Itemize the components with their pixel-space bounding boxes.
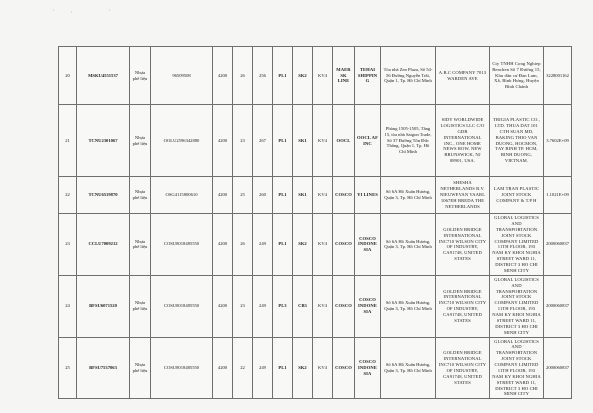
seal-number-cell: COSU8018485550 xyxy=(151,275,213,337)
size-cell: 4200 xyxy=(213,337,233,399)
pl-cell: PL1 xyxy=(273,47,293,105)
carrier-cell: COSCO xyxy=(333,337,355,399)
agent-address-cell: Phòng 1505-1505, Tầng 15, tòa nhà Saigon Trade, Số 37 Đường Tôn Đức Thắng, Quận 1, Tp. Hồ Chí Minh xyxy=(381,105,436,177)
sk-cell: SK2 xyxy=(293,214,313,276)
size-cell: 4200 xyxy=(213,105,233,177)
cargo-type-cell: Nhựa phế liệu xyxy=(130,214,151,276)
table-row xyxy=(59,105,572,177)
agent-cell: COSCO INDONESIA xyxy=(355,214,381,276)
weight-cell: 256 xyxy=(253,47,273,105)
kv-cell: KV4 xyxy=(313,337,333,399)
container-number-cell: CCLU7009212 xyxy=(77,214,130,276)
agent-cell: OOCL AF INC xyxy=(355,105,381,177)
seal-number-cell: OOLU2596342880 xyxy=(151,105,213,177)
packages-cell: 22 xyxy=(233,337,253,399)
cargo-type-cell: Nhựa phế liệu xyxy=(130,337,151,399)
row-number-cell: 25 xyxy=(59,337,77,399)
container-number-cell: TCNU2301067 xyxy=(77,105,130,177)
weight-cell: 260 xyxy=(253,177,273,214)
agent-cell: YI LINES xyxy=(355,177,381,214)
cargo-type-cell: Nhựa phế liệu xyxy=(130,47,151,105)
consignee-cell: SIDY WORLDWIDE LOGISTICS LLC C/O GDB INTERNATIONAL INC., ONE HOME NEWS ROW, NEW BRUNSWICK, NJ 08901, USA. xyxy=(436,105,490,177)
pl-cell: PL1 xyxy=(273,105,293,177)
agent-address-cell: Số 6A Hồ Xuân Hương, Quận 3, Tp. Hồ Chí Minh xyxy=(381,275,436,337)
packages-cell: 25 xyxy=(233,177,253,214)
seal-number-cell: OSG4115800610 xyxy=(151,177,213,214)
size-cell: 4200 xyxy=(213,275,233,337)
packages-cell: 26 xyxy=(233,47,253,105)
size-cell: 4200 xyxy=(213,214,233,276)
shipper-cell: GLOBAL LOGISTICS AND TRANSPORTATION JOINT STOCK COMPANY LIMITED 11TH FLOOR, 193 NAM KY KHOI NGHIA STREET WARD 11, DISTRICT 3 HO CHI MINH CITY xyxy=(490,275,544,337)
scan-mark: · xyxy=(108,6,111,15)
row-number-cell: 24 xyxy=(59,275,77,337)
cargo-type-cell: Nhựa phế liệu xyxy=(130,177,151,214)
shipper-cell: Cty TNHH Cong Nghiep Benchen Số 7 Đường 15, Khu dân cư Đan Lam, Xã, Bình Hưng, Huyện Bình Chánh xyxy=(490,47,544,105)
packages-cell: 26 xyxy=(233,214,253,276)
container-number-cell: BFSU6071520 xyxy=(77,275,130,337)
seal-number-cell: COSU8018485550 xyxy=(151,214,213,276)
row-number-cell: 23 xyxy=(59,214,77,276)
container-number-cell: TCNU6519870 xyxy=(77,177,130,214)
shipper-cell: TRIGIA PLASTIC CO., LTD. THUA DAT 101 CTH SUAN MD, BAKING THIO VAN DUONG, HOCMON, TAY BINH TP. HCM, BINH DUONG, VIETNAM. xyxy=(490,105,544,177)
kv-cell: KV4 xyxy=(313,214,333,276)
container-table xyxy=(58,46,572,399)
kv-cell: KV4 xyxy=(313,177,333,214)
row-number-cell: 21 xyxy=(59,105,77,177)
kv-cell: KV4 xyxy=(313,275,333,337)
agent-address-cell: Tòa nhà Zen Plaza, Số 54-56 Đường Nguyễn Trãi, Quận 1, Tp. Hồ Chí Minh xyxy=(381,47,436,105)
sk-cell: SK2 xyxy=(293,47,313,105)
sk-cell: SK1 xyxy=(293,177,313,214)
shipper-cell: LAM TRAN PLASTIC JOINT STOCK COMPANY & T.P H xyxy=(490,177,544,214)
table-row xyxy=(59,214,572,276)
table-row xyxy=(59,47,572,105)
consignee-cell: GOLDEN BRIDGE INTERNATIONAL INC710 WILSON CITY OF INDUSTRY, CA91748, UNITED STATES xyxy=(436,214,490,276)
hs-code-cell: 3228001162 xyxy=(544,47,572,105)
agent-address-cell: Số 6A Hồ Xuân Hương, Quận 3, Tp. Hồ Chí Minh xyxy=(381,177,436,214)
hs-code-cell: 3.7602E+09 xyxy=(544,105,572,177)
carrier-cell: MAERSK LINE xyxy=(333,47,355,105)
sk-cell: SK1 xyxy=(293,105,313,177)
packages-cell: 23 xyxy=(233,105,253,177)
cargo-type-cell: Nhựa phế liệu xyxy=(130,105,151,177)
table-row xyxy=(59,177,572,214)
agent-address-cell: Số 6A Hồ Xuân Hương, Quận 3, Tp. Hồ Chí Minh xyxy=(381,214,436,276)
table-row xyxy=(59,337,572,399)
row-number-cell: 20 xyxy=(59,47,77,105)
hs-code-cell: 2000060837 xyxy=(544,275,572,337)
agent-cell: COSCO INDONESIA xyxy=(355,337,381,399)
carrier-cell: COSCO xyxy=(333,214,355,276)
packages-cell: 23 xyxy=(233,275,253,337)
kv-cell: KV4 xyxy=(313,105,333,177)
shipper-cell: GLOBAL LOGISTICS AND TRANSPORTATION JOINT STOCK COMPANY LIMITED 11TH FLOOR, 193 NAM KY KHOI NGHIA STREET WARD 11, DISTRICT 3 HO CHI MINH CITY xyxy=(490,337,544,399)
container-number-cell: MSKU4551537 xyxy=(77,47,130,105)
scan-mark: · xyxy=(52,6,55,15)
consignee-cell: GOLDEN BRIDGE INTERNATIONAL INC710 WILSON CITY OF INDUSTRY, CA91748, UNITED STATES xyxy=(436,337,490,399)
weight-cell: 267 xyxy=(253,105,273,177)
container-number-cell: BFSU7537063 xyxy=(77,337,130,399)
carrier-cell: OOCL xyxy=(333,105,355,177)
pl-cell: PL3 xyxy=(273,275,293,337)
agent-cell: COSCO INDONESIA xyxy=(355,275,381,337)
agent-cell: TEHAI SHIPPING xyxy=(355,47,381,105)
row-number-cell: 22 xyxy=(59,177,77,214)
shipper-cell: GLOBAL LOGISTICS AND TRANSPORTATION JOINT STOCK COMPANY LIMITED 11TH FLOOR, 193 NAM KY KHOI NGHIA STREET WARD 11, DISTRICT 3 HO CHI MINH CITY xyxy=(490,214,544,276)
pl-cell: PL1 xyxy=(273,337,293,399)
size-cell: 4200 xyxy=(213,47,233,105)
seal-number-cell: 96509508 xyxy=(151,47,213,105)
sk-cell: SK2 xyxy=(293,337,313,399)
carrier-cell: COSCO xyxy=(333,275,355,337)
carrier-cell: COSCO xyxy=(333,177,355,214)
sk-cell: CB3 xyxy=(293,275,313,337)
pl-cell: PL1 xyxy=(273,177,293,214)
consignee-cell: A.B.C COMPANY 7013 WARDEN AVE xyxy=(436,47,490,105)
weight-cell: 249 xyxy=(253,214,273,276)
consignee-cell: SHESHA NETHERLANDS B.V. NIEUWEVAN VAARL 1067EH BREDA THE NETHERLANDS xyxy=(436,177,490,214)
table-row xyxy=(59,275,572,337)
weight-cell: 249 xyxy=(253,337,273,399)
hs-code-cell: 1.1021E+09 xyxy=(544,177,572,214)
pl-cell: PL1 xyxy=(273,214,293,276)
consignee-cell: GOLDEN BRIDGE INTERNATIONAL INC710 WILSON CITY OF INDUSTRY, CA91748, UNITED STATES xyxy=(436,275,490,337)
weight-cell: 249 xyxy=(253,275,273,337)
agent-address-cell: Số 6A Hồ Xuân Hương, Quận 3, Tp. Hồ Chí Minh xyxy=(381,337,436,399)
cargo-type-cell: Nhựa phế liệu xyxy=(130,275,151,337)
kv-cell: KV4 xyxy=(313,47,333,105)
table-body xyxy=(59,47,572,399)
hs-code-cell: 2000060837 xyxy=(544,214,572,276)
scan-mark: · xyxy=(70,8,73,17)
seal-number-cell: COSU8018485550 xyxy=(151,337,213,399)
hs-code-cell: 2000060837 xyxy=(544,337,572,399)
size-cell: 4200 xyxy=(213,177,233,214)
